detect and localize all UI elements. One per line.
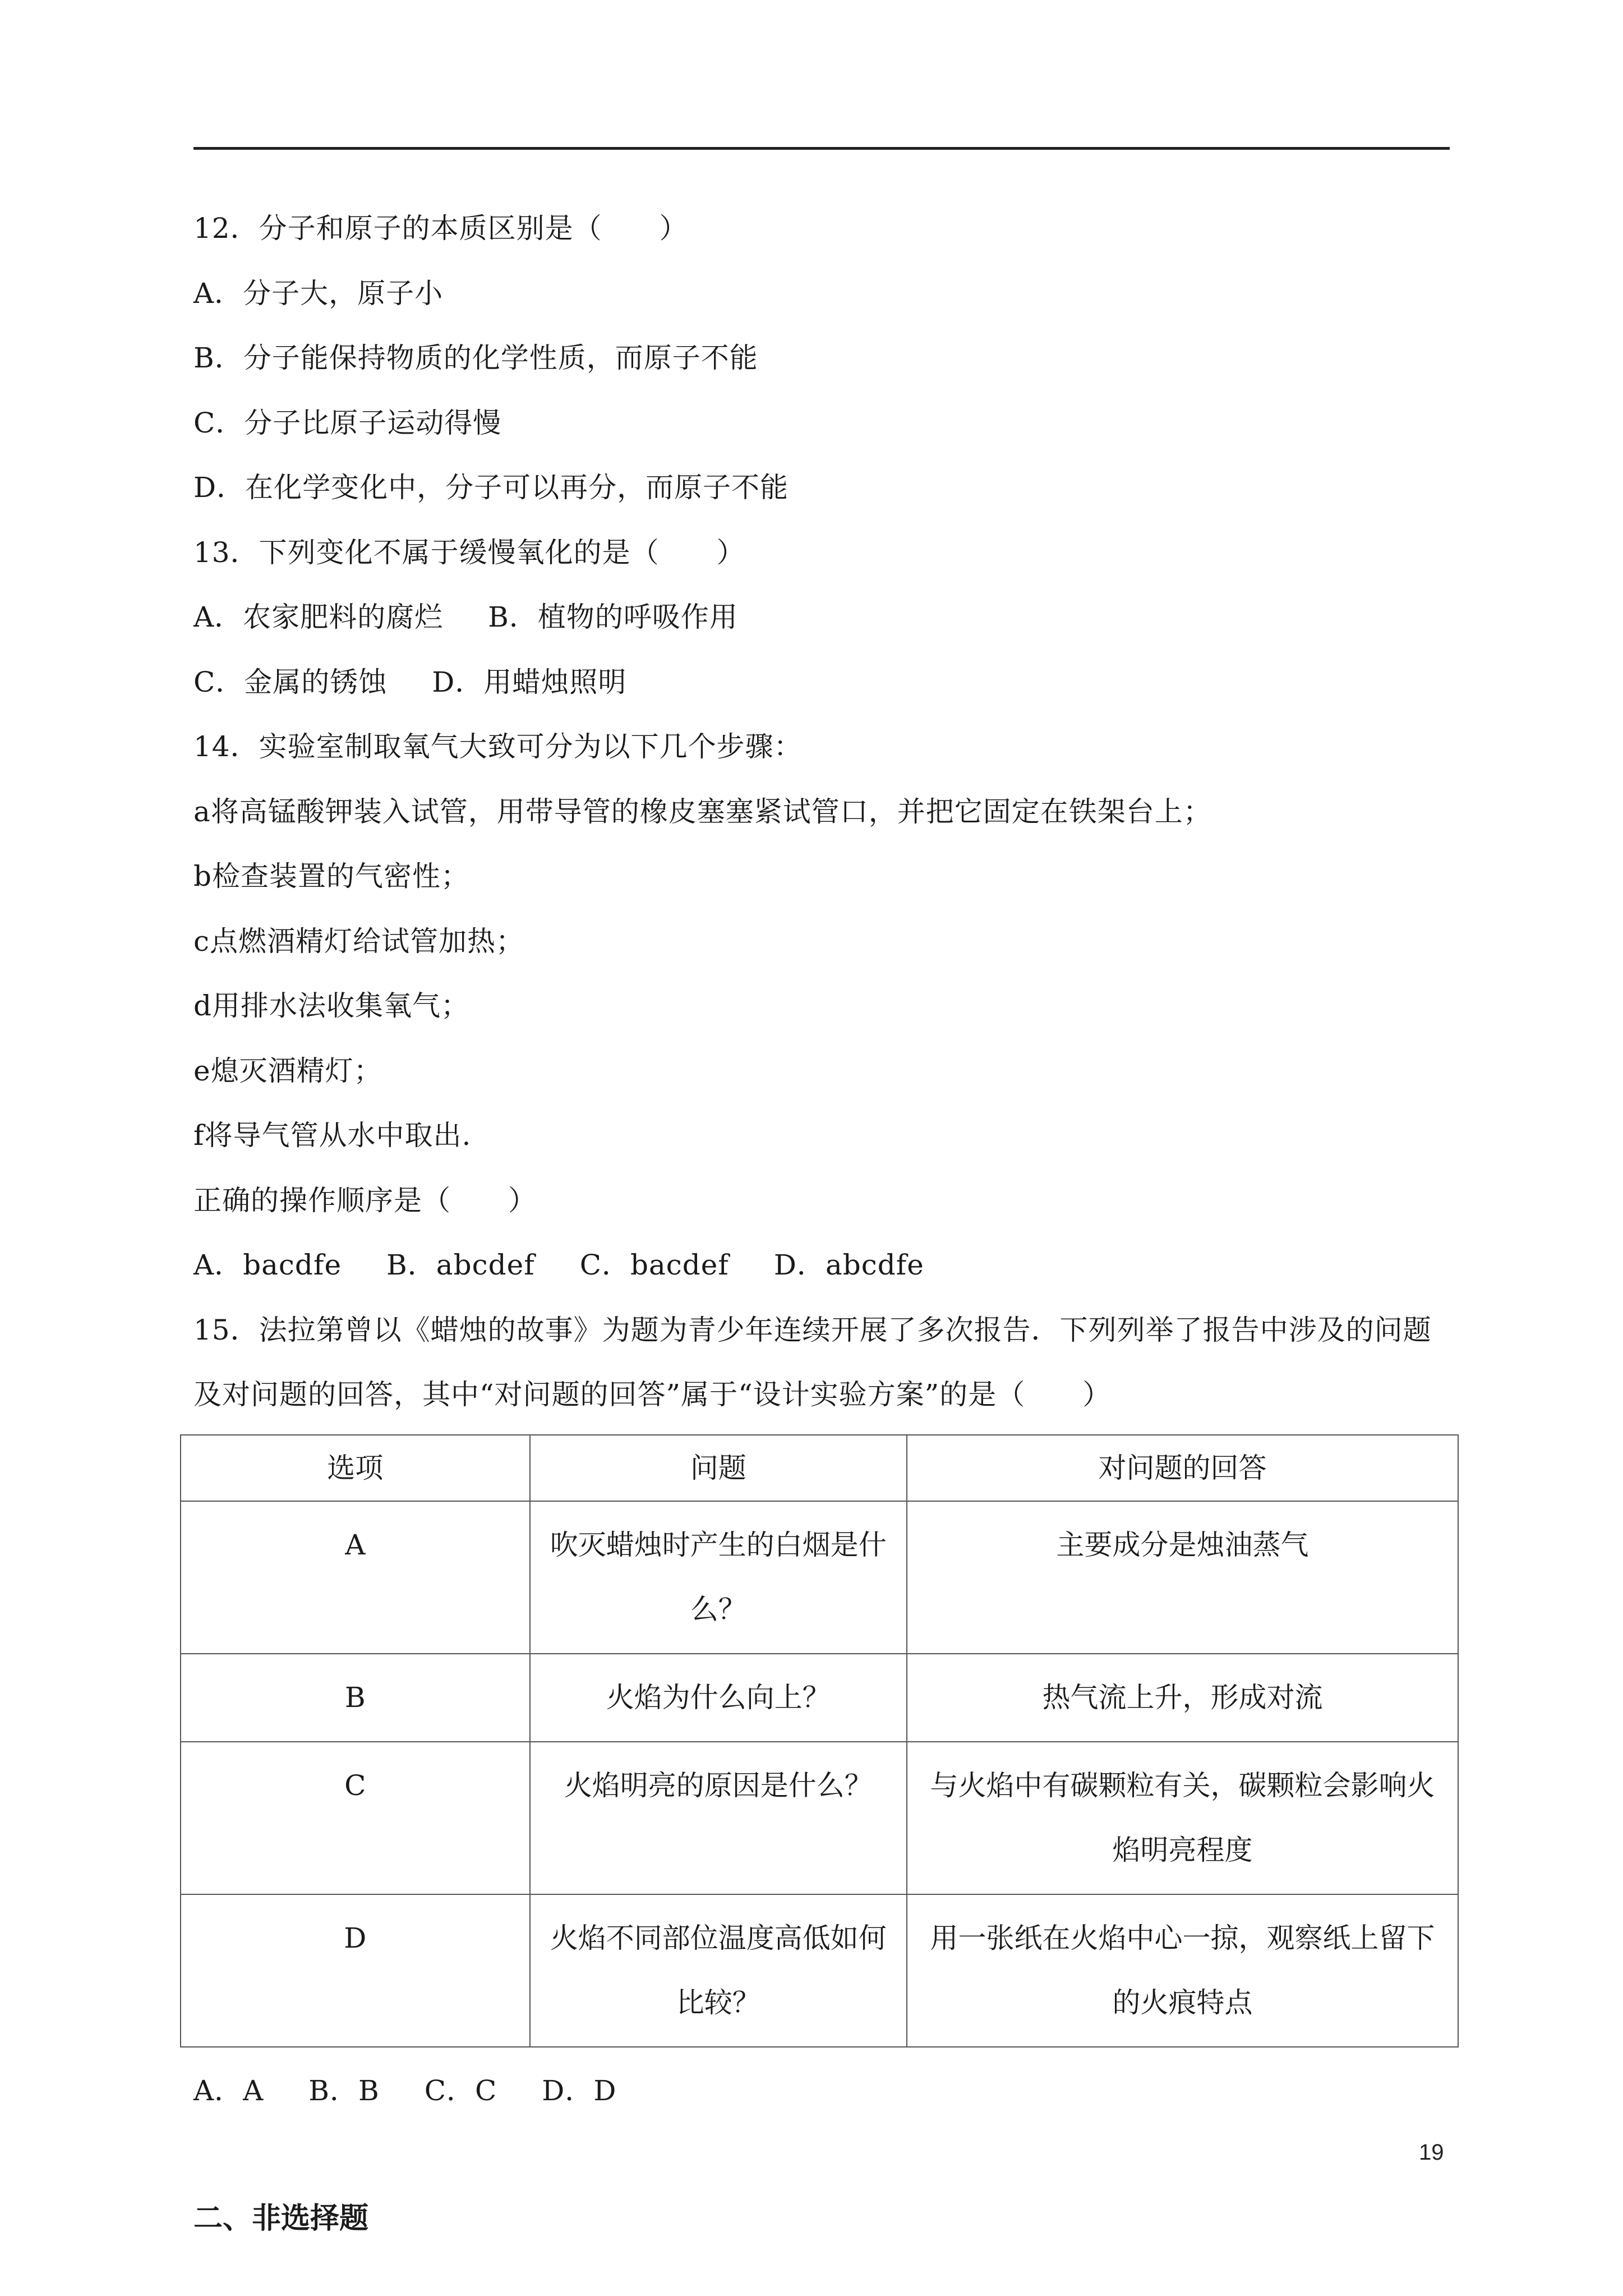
q15-option-c: C．C bbox=[424, 2074, 497, 2107]
q14-option-d: D．abcdfe bbox=[773, 1249, 924, 1281]
q14-option-c: C．bacdef bbox=[579, 1249, 729, 1281]
table-cell-question: 火焰为什么向上？ bbox=[530, 1654, 907, 1742]
table-cell-question: 吹灭蜡烛时产生的白烟是什么？ bbox=[530, 1501, 907, 1654]
q13-options-row-1 bbox=[193, 585, 1450, 650]
table-cell-answer: 主要成分是烛油蒸气 bbox=[907, 1501, 1458, 1654]
q14-step-d: d用排水法收集氧气； bbox=[193, 990, 470, 1022]
table-header-row bbox=[181, 1435, 1458, 1501]
q13-option-a: A．农家肥料的腐烂 bbox=[193, 601, 444, 633]
table-cell-option: D bbox=[181, 1894, 530, 2047]
q12-option-d: D．在化学变化中，分子可以再分，而原子不能 bbox=[193, 471, 789, 504]
table-cell-question: 火焰不同部位温度高低如何比较？ bbox=[530, 1894, 907, 2047]
page-content bbox=[193, 196, 1450, 2247]
q13-option-d: D．用蜡烛照明 bbox=[432, 665, 627, 698]
table-header-question: 问题 bbox=[530, 1435, 907, 1501]
table-row bbox=[181, 1654, 1458, 1742]
table-cell-option: B bbox=[181, 1654, 530, 1742]
q14-step-f: f将导气管从水中取出. bbox=[193, 1119, 472, 1152]
table-row bbox=[181, 1501, 1458, 1654]
q14-stem: 14．实验室制取氧气大致可分为以下几个步骤： bbox=[193, 730, 803, 763]
q14-step-b: b检查装置的气密性； bbox=[193, 860, 470, 892]
q15-table bbox=[180, 1434, 1459, 2047]
q13-options-row-2 bbox=[193, 650, 1450, 715]
q13-stem: 13．下列变化不属于缓慢氧化的是（ ） bbox=[193, 536, 745, 569]
table-cell-question: 火焰明亮的原因是什么？ bbox=[530, 1742, 907, 1894]
table-row bbox=[181, 1894, 1458, 2047]
q12-option-b: B．分子能保持物质的化学性质，而原子不能 bbox=[193, 342, 758, 374]
q14-step-a: a将高锰酸钾装入试管，用带导管的橡皮塞塞紧试管口，并把它固定在铁架台上； bbox=[193, 795, 1212, 828]
table-cell-answer: 热气流上升，形成对流 bbox=[907, 1654, 1458, 1742]
q15-options-row bbox=[193, 2059, 1450, 2124]
q12-option-c: C．分子比原子运动得慢 bbox=[193, 406, 502, 439]
table-cell-answer: 用一张纸在火焰中心一掠，观察纸上留下的火痕特点 bbox=[907, 1894, 1458, 2047]
q13-option-c: C．金属的锈蚀 bbox=[193, 665, 388, 698]
table-cell-answer: 与火焰中有碳颗粒有关，碳颗粒会影响火焰明亮程度 bbox=[907, 1742, 1458, 1894]
q12-option-a: A．分子大，原子小 bbox=[193, 277, 444, 310]
table-cell-option: A bbox=[181, 1501, 530, 1654]
table-header-option: 选项 bbox=[181, 1435, 530, 1501]
table-header-answer: 对问题的回答 bbox=[907, 1435, 1458, 1501]
q15-option-a: A．A bbox=[193, 2074, 264, 2107]
q12-stem: 12．分子和原子的本质区别是（ ） bbox=[193, 212, 688, 245]
q13-option-b: B．植物的呼吸作用 bbox=[488, 601, 738, 633]
section-title: 二、非选择题 bbox=[193, 2202, 369, 2235]
table-row bbox=[181, 1742, 1458, 1894]
page-number: 19 bbox=[1419, 2140, 1444, 2165]
header-rule bbox=[193, 147, 1450, 150]
q15-option-d: D．D bbox=[542, 2074, 617, 2107]
q14-options-row bbox=[193, 1233, 1450, 1298]
q14-option-a: A．bacdfe bbox=[193, 1249, 342, 1281]
q14-step-e: e熄灭酒精灯； bbox=[193, 1054, 382, 1087]
q14-step-c: c点燃酒精灯给试管加热； bbox=[193, 924, 525, 958]
q15-option-b: B．B bbox=[308, 2074, 380, 2107]
q14-option-b: B．abcdef bbox=[386, 1249, 535, 1281]
q15-stem: 15．法拉第曾以《蜡烛的故事》为题为青少年连续开展了多次报告．下列列举了报告中涉及的问题及对问题的回答，其中“对问题的回答”属于“设计实验方案”的是（ ） bbox=[193, 1313, 1432, 1411]
q14-question: 正确的操作顺序是（ ） bbox=[193, 1184, 537, 1217]
table-cell-option: C bbox=[181, 1742, 530, 1894]
